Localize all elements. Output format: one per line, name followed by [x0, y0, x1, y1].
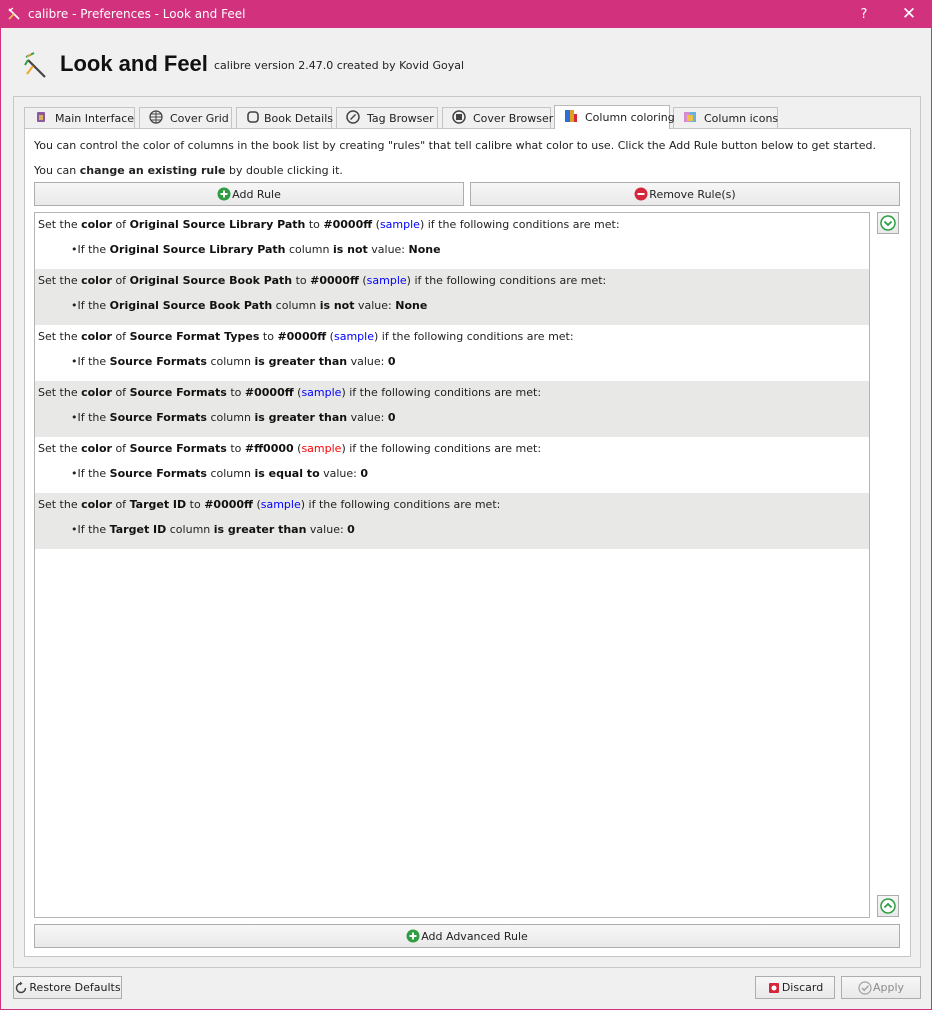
rule-operator: is not: [332, 243, 368, 256]
rule-text: of: [111, 274, 130, 287]
tab-label: Cover Grid: [170, 112, 229, 125]
rule-description: [38, 442, 541, 455]
rule-text: Set the: [38, 386, 82, 399]
rule-text: of: [111, 498, 130, 511]
rule-condition-value: None: [408, 243, 441, 256]
rule-keyword: color: [81, 330, 112, 343]
remove-rule-button[interactable]: [470, 182, 900, 206]
rule-condition: [71, 299, 427, 312]
bullet: •: [71, 299, 78, 312]
rule-text: If the: [77, 523, 110, 536]
rule-text: if the following conditions are met:: [345, 442, 542, 455]
main-interface-icon: [34, 110, 48, 124]
restore-icon: [14, 981, 28, 995]
rule-row[interactable]: [35, 269, 869, 325]
rule-description: [38, 386, 541, 399]
rule-text: if the following conditions are met:: [378, 330, 574, 343]
rule-row[interactable]: [35, 381, 869, 437]
rule-text: Set the: [38, 442, 82, 455]
rule-keyword: color: [81, 386, 112, 399]
rule-row[interactable]: [35, 437, 869, 493]
rule-color-value: #0000ff: [323, 218, 373, 231]
version-label: calibre version 2.47.0 created by Kovid Goyal: [214, 59, 465, 72]
rule-text: column: [206, 355, 255, 368]
bullet: •: [71, 411, 78, 424]
bullet: •: [71, 355, 78, 368]
rule-target-column: Target ID: [129, 498, 187, 511]
rule-text: If the: [77, 467, 110, 480]
rule-condition-value: 0: [387, 411, 396, 424]
rule-color-value: #ff0000: [244, 442, 294, 455]
rule-text: of: [111, 330, 130, 343]
rule-row[interactable]: [35, 213, 869, 269]
rule-text: If the: [77, 411, 110, 424]
rule-text: to: [305, 218, 324, 231]
rule-text: (: [326, 330, 334, 343]
rule-text: to: [226, 386, 245, 399]
tab-column-coloring[interactable]: [554, 105, 675, 129]
book-details-icon: [246, 110, 260, 124]
rule-condition: [71, 523, 355, 536]
cover-grid-icon: [149, 110, 163, 124]
rule-text: (: [372, 218, 380, 231]
rule-target-column: Source Formats: [129, 442, 227, 455]
rule-row[interactable]: [35, 493, 869, 549]
discard-icon: [767, 981, 781, 995]
rule-condition-column: Target ID: [109, 523, 167, 536]
rule-condition: [71, 355, 396, 368]
rule-condition: [71, 467, 368, 480]
rule-text: column: [166, 523, 214, 536]
column-coloring-icon: [564, 109, 578, 123]
rule-text: column: [285, 243, 333, 256]
tab-label: Cover Browser: [473, 112, 554, 125]
rule-target-column: Source Format Types: [129, 330, 260, 343]
rule-color-value: #0000ff: [244, 386, 294, 399]
tab-label: Column coloring: [585, 111, 675, 124]
rule-condition-column: Source Formats: [109, 411, 207, 424]
rule-condition-value: 0: [347, 523, 355, 536]
add-icon: [406, 929, 420, 943]
tab-column-icons[interactable]: [673, 107, 778, 128]
rule-condition-column: Source Formats: [109, 467, 207, 480]
bullet: •: [71, 243, 78, 256]
rule-operator: is greater than: [254, 411, 348, 424]
rule-description: [38, 218, 620, 231]
rule-text: if the following conditions are met:: [424, 218, 620, 231]
rules-container: [35, 213, 869, 549]
intro-hint-prefix: You can: [34, 164, 80, 177]
rule-text: value:: [367, 243, 409, 256]
rule-condition-column: Original Source Book Path: [109, 299, 273, 312]
checkmark-icon: [858, 981, 872, 995]
rule-text: value:: [319, 467, 361, 480]
rule-description: [38, 330, 574, 343]
rule-condition-value: None: [395, 299, 428, 312]
rule-text: value:: [347, 355, 388, 368]
bullet: •: [71, 467, 78, 480]
rule-text: ): [341, 386, 346, 399]
rule-sample: sample: [301, 442, 342, 455]
look-and-feel-icon: [23, 51, 51, 79]
rule-operator: is greater than: [254, 355, 348, 368]
rule-text: Set the: [38, 330, 82, 343]
rule-text: ): [373, 330, 379, 343]
move-up-button[interactable]: [877, 212, 899, 234]
rule-text: Set the: [38, 218, 82, 231]
tab-label: Main Interface: [55, 112, 135, 125]
rule-sample: sample: [301, 386, 342, 399]
rule-text: to: [259, 330, 278, 343]
rule-condition: [71, 411, 396, 424]
rule-text: value:: [347, 411, 388, 424]
rule-condition: [71, 243, 441, 256]
title-bar: [1, 1, 931, 28]
rule-text: (: [293, 442, 302, 455]
rule-text: ): [300, 498, 306, 511]
calibre-app-icon: [7, 7, 21, 21]
chevron-down-icon: [880, 215, 896, 231]
rule-text: column: [206, 411, 255, 424]
add-advanced-rule-button[interactable]: [34, 924, 900, 948]
restore-defaults-label: Restore Defaults: [29, 981, 121, 994]
help-button[interactable]: ?: [860, 7, 868, 22]
remove-rule-label: Remove Rule(s): [649, 187, 736, 201]
page-title: Look and Feel: [60, 51, 208, 76]
rule-description: [38, 498, 500, 511]
rules-list[interactable]: [34, 212, 870, 918]
intro-hint: [34, 164, 343, 177]
rule-text: ): [419, 218, 425, 231]
rule-color-value: #0000ff: [277, 330, 327, 343]
move-down-button[interactable]: [877, 895, 899, 917]
add-advanced-rule-label: Add Advanced Rule: [421, 929, 528, 943]
rule-text: (: [358, 274, 367, 287]
rule-operator: is greater than: [213, 523, 307, 536]
rule-text: value:: [306, 523, 348, 536]
tab-cover-grid[interactable]: [139, 107, 232, 128]
rule-keyword: color: [81, 218, 112, 231]
rule-color-value: #0000ff: [204, 498, 253, 511]
intro-text: You can control the color of columns in the book list by creating "rules" that tell calibre what color to use. Click the Add Rule button below to get started.: [34, 139, 876, 152]
apply-label: Apply: [872, 981, 905, 994]
discard-label: Discard: [781, 981, 824, 994]
window-title: calibre - Preferences - Look and Feel: [28, 7, 246, 21]
rule-text: value:: [354, 299, 396, 312]
discard-button[interactable]: [755, 976, 835, 999]
rule-sample: sample: [379, 218, 420, 231]
rule-text: if the following conditions are met:: [305, 498, 501, 511]
rule-text: to: [186, 498, 205, 511]
rule-target-column: Original Source Library Path: [129, 218, 306, 231]
rule-condition-value: 0: [360, 467, 369, 480]
rule-text: (: [293, 386, 302, 399]
rule-text: ): [341, 442, 346, 455]
intro-hint-suffix: by double clicking it.: [225, 164, 343, 177]
rule-text: If the: [77, 355, 110, 368]
rule-text: If the: [77, 243, 110, 256]
remove-icon: [634, 187, 648, 201]
rule-sample: sample: [333, 330, 374, 343]
close-button[interactable]: ✕: [901, 4, 917, 24]
tab-tag-browser[interactable]: [336, 107, 438, 128]
rule-text: of: [111, 386, 130, 399]
rule-condition-column: Original Source Library Path: [109, 243, 286, 256]
cover-browser-icon: [452, 110, 466, 124]
add-rule-label: Add Rule: [232, 187, 281, 201]
add-rule-button[interactable]: [34, 182, 464, 206]
rule-sample: sample: [366, 274, 407, 287]
rule-text: to: [292, 274, 311, 287]
rule-text: if the following conditions are met:: [410, 274, 607, 287]
intro-hint-bold: change an existing rule: [79, 164, 226, 177]
rule-color-value: #0000ff: [310, 274, 359, 287]
rule-condition-value: 0: [387, 355, 396, 368]
rule-target-column: Original Source Book Path: [129, 274, 293, 287]
tag-browser-icon: [346, 110, 360, 124]
tab-book-details[interactable]: [236, 107, 332, 128]
rule-keyword: color: [81, 274, 112, 287]
rule-sample: sample: [260, 498, 301, 511]
restore-defaults-button[interactable]: [13, 976, 122, 999]
rule-operator: is equal to: [254, 467, 320, 480]
rule-text: column: [272, 299, 320, 312]
tab-cover-browser[interactable]: [442, 107, 554, 128]
rule-text: column: [206, 467, 255, 480]
tab-label: Tag Browser: [367, 112, 434, 125]
rule-condition-column: Source Formats: [109, 355, 207, 368]
tab-label: Book Details: [264, 112, 334, 125]
rule-text: If the: [77, 299, 110, 312]
rule-text: of: [111, 218, 130, 231]
tab-main-interface[interactable]: [24, 107, 135, 128]
rule-keyword: color: [81, 442, 112, 455]
rule-text: if the following conditions are met:: [345, 386, 542, 399]
bullet: •: [71, 523, 78, 536]
rule-row[interactable]: [35, 325, 869, 381]
rule-text: (: [252, 498, 261, 511]
rule-text: Set the: [38, 498, 82, 511]
tab-label: Column icons: [704, 112, 779, 125]
column-icons-icon: [683, 110, 697, 124]
add-icon: [217, 187, 231, 201]
rule-operator: is not: [319, 299, 355, 312]
rule-text: ): [406, 274, 411, 287]
rule-keyword: color: [81, 498, 112, 511]
rule-description: [38, 274, 606, 287]
rule-text: Set the: [38, 274, 82, 287]
apply-button[interactable]: [841, 976, 921, 999]
rule-text: of: [111, 442, 130, 455]
rule-target-column: Source Formats: [129, 386, 227, 399]
rule-text: to: [226, 442, 245, 455]
chevron-up-icon: [880, 898, 896, 914]
